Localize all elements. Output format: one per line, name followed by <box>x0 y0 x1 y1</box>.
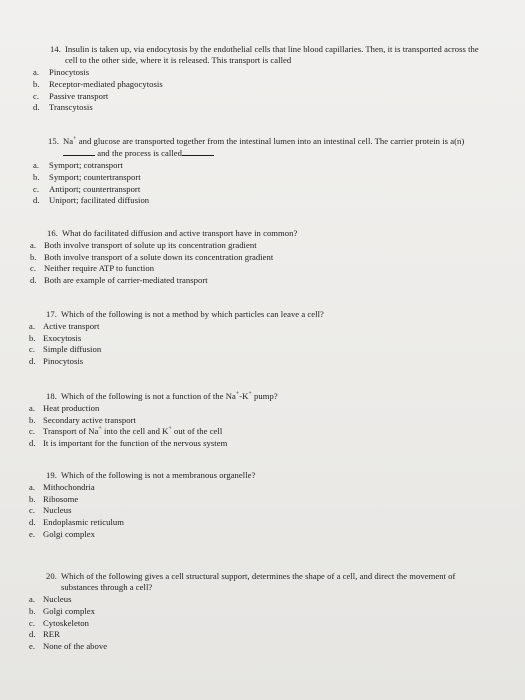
question-16 <box>0 228 525 287</box>
option-e[interactable]: e. Golgi complex <box>29 528 95 539</box>
question-number: 18. <box>46 391 57 401</box>
question-19 <box>0 470 525 540</box>
question-text: Which of the following is not a function of the Na+-K+ pump? <box>61 391 278 401</box>
option-c[interactable]: c. Nucleus <box>29 505 72 516</box>
question-number: 20. <box>46 571 57 581</box>
option-d[interactable]: d. Transcytosis <box>33 102 93 113</box>
question-number: 16. <box>47 228 58 238</box>
option-b[interactable]: b. Symport; countertransport <box>33 172 141 182</box>
question-number: 17. <box>46 309 57 319</box>
option-b[interactable]: b. Exocytosis <box>29 332 82 343</box>
question-18 <box>0 391 525 450</box>
option-c[interactable]: c. Cytoskeleton <box>29 617 89 628</box>
option-d[interactable]: d. Pinocytosis <box>29 355 84 366</box>
answer-blank <box>63 147 95 156</box>
option-c[interactable]: c. Neither require ATP to function <box>30 263 155 274</box>
question-number: 19. <box>46 470 57 480</box>
option-b[interactable]: b. Secondary active transport <box>29 414 136 425</box>
option-b[interactable]: b. Golgi complex <box>29 606 95 616</box>
option-d[interactable]: d. RER <box>29 629 60 640</box>
question-stem <box>46 470 525 481</box>
question-text: Which of the following is not a method by which particles can leave a cell? <box>61 309 324 319</box>
question-number: 15. <box>48 136 59 146</box>
question-text: Insulin is taken up, via endocytosis by the endothelial cells that line blood capillaries. Then, it is transported across the cell to the other side, where it is released. This transport is called <box>65 44 479 66</box>
option-a[interactable]: a. Heat production <box>29 403 100 414</box>
question-stem <box>46 571 525 593</box>
question-20 <box>0 571 525 652</box>
option-d[interactable]: d. Uniport; facilitated diffusion <box>33 195 150 206</box>
option-a[interactable]: a. Nucleus <box>29 594 72 605</box>
option-a[interactable]: a. Mithochondria <box>29 482 95 493</box>
option-b[interactable]: b. Both involve transport of a solute down its concentration gradient <box>30 251 274 262</box>
option-c[interactable]: c. Passive transport <box>33 90 109 101</box>
option-e[interactable]: e. None of the above <box>29 640 108 651</box>
option-d[interactable]: d. Both are example of carrier-mediated transport <box>30 274 208 285</box>
option-a[interactable]: a. Both involve transport of solute up its concentration gradient <box>30 240 257 251</box>
question-text: Na+ and glucose are transported together from the intestinal lumen into an intestinal cell. The carrier protein is a(n) and the process is called <box>63 136 465 159</box>
question-stem <box>46 309 525 320</box>
question-15 <box>0 136 525 207</box>
question-17 <box>0 309 525 368</box>
question-14 <box>0 44 525 114</box>
option-c[interactable]: c. Antiport; countertransport <box>33 183 141 194</box>
question-stem <box>47 228 525 239</box>
option-d[interactable]: d. Endoplasmic reticulum <box>29 516 124 527</box>
option-a[interactable]: a. Active transport <box>29 321 100 332</box>
option-c[interactable]: c. Transport of Na+ into the cell and K+ out of the cell <box>29 426 223 437</box>
question-stem <box>46 391 525 402</box>
option-d[interactable]: d. It is important for the function of the nervous system <box>29 437 228 448</box>
option-a[interactable]: a. Symport; cotransport <box>33 160 123 171</box>
question-text: Which of the following is not a membranous organelle? <box>61 470 256 480</box>
question-text: Which of the following gives a cell structural support, determines the shape of a cell, and direct the movement of substances through a cell? <box>61 571 456 593</box>
option-c[interactable]: c. Simple diffusion <box>29 344 102 355</box>
option-b[interactable]: b. Ribosome <box>29 493 79 504</box>
question-number: 14. <box>50 44 61 54</box>
option-b[interactable]: b. Receptor-mediated phagocytosis <box>33 79 163 89</box>
question-stem <box>50 44 525 66</box>
option-a[interactable]: a. Pinocytosis <box>33 67 90 78</box>
question-text: What do facilitated diffusion and active transport have in common? <box>62 228 298 238</box>
answer-blank <box>182 147 214 156</box>
question-stem <box>48 136 525 159</box>
